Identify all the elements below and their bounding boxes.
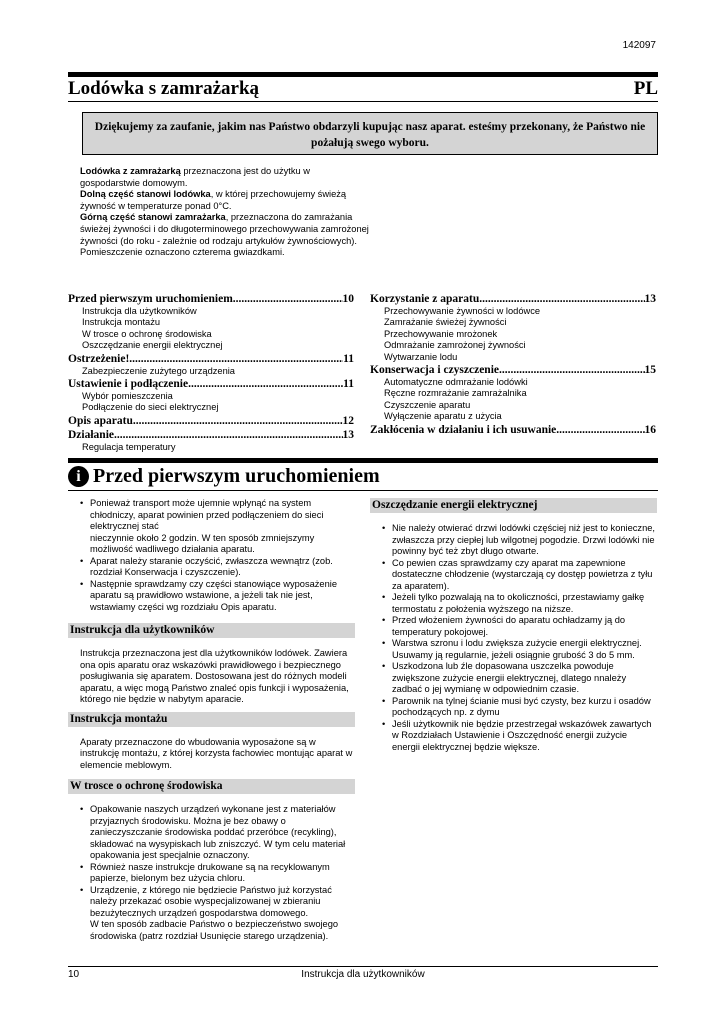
toc-entry-title: Przed pierwszym uruchomieniem [68,293,233,305]
section-title: Przed pierwszym uruchomieniem [93,465,380,487]
toc-entry [68,377,354,391]
toc-entry-page: 13 [342,428,354,441]
toc-subentry: W trosce o ochronę środowiska [82,328,212,339]
section-heading [68,458,658,491]
user-instructions-heading: Instrukcja dla użytkowników [68,623,355,638]
toc-entry-page: 16 [644,423,656,436]
environment-heading: W trosce o ochronę środowiska [68,779,355,794]
toc-subentry: Instrukcja montażu [82,317,161,328]
toc-subentry: Wytwarzanie lodu [384,351,458,362]
bullet-item: • Opakowanie naszych urządzeń wykonane jest z materiałów przyjaznych środowisku. Można je bez obawy o zanieczyszczanie środowiska poddać przeróbce (recykling), składować na wysypiskach lub zniszczyć. W tym celu materiał opakowania jest specjalnie oznaczony. [90,804,355,862]
toc-entry-page: 15 [644,364,656,377]
intro-paragraph [80,189,370,212]
energy-saving-bullets [370,523,657,753]
language-code: PL [633,78,658,99]
toc-entry-page: 12 [342,414,354,427]
toc-leader-dots [129,352,343,366]
bullet-item: • Przed włożeniem żywności do aparatu ochładzamy ją do temperatury pokojowej. [392,615,657,638]
user-instructions-text: Instrukcja przeznaczona jest dla użytkowników lodówek. Zawiera ona opis aparatu oraz wskazówki prawidłowego i bezpiecznego posługiwania się aparatem. Dostosowana jest do różnych modeli aparatu, a więc mogą Państwo znaleć opis funkcji i wyposażenia, którego nie będzie w nabytym aparacie. [80,648,349,704]
bullet-item: • Nie należy otwierać drzwi lodówki częściej niż jest to konieczne, zwłaszcza przy ciepłej lub wilgotnej pogodzie. Drzwi lodówki nie powinny być też zbyt długo otwarte. [392,523,657,558]
toc-subentry: Instrukcja dla użytkowników [82,306,197,316]
toc-subentry: Podłączenie do sieci elektrycznej [82,402,219,413]
title-bar [68,72,658,102]
toc-entry-page: 11 [343,378,354,391]
toc-subentry: Zabezpieczenie zużytego urządzenia [82,365,235,376]
toc-entry-title: Korzystanie z aparatu [370,293,480,305]
bullet-item: • Aparat należy staranie oczyścić, zwłaszcza wewnątrz (zob. rozdział Konserwacja i czyszczenie). [90,556,355,579]
bullet-item: • Co pewien czas sprawdzamy czy aparat ma zapewnione dostateczne chłodzenie (wystarczają cy dostęp powietrza z tyłu za aparatem). [392,558,657,593]
bullet-item: • Uszkodzona lub źle dopasowana uszczelka powoduje zwiększone zużycie energii elektrycznej, dlatego nnależy zadbać o jej wymianę w odpowiednim czasie. [392,661,657,696]
intro-text-run: , w której przechowujemy świeżą żywność w temperaturze ponad 0°C. [80,189,347,211]
toc-entry [68,414,354,428]
mounting-instructions-text: Aparaty przeznaczone do wbudowania wyposażone są w instrukcję montażu, z której korzysta fachowiec montując aparat w elemencie meblowym. [80,736,353,770]
toc-leader-dots [499,363,644,377]
intro-bold: Lodówka z zamrażarką [80,166,181,176]
bullet-item: • Parownik na tylnej ścianie musi być czysty, bez kurzu i osadów pochodzących np. z dymu [392,696,657,719]
toc-entry [370,423,656,437]
page-title: Lodówka s zamrażarką [68,78,260,99]
toc-entry-title: Zakłócenia w działaniu i ich usuwanie [370,423,557,436]
toc-entry-page: 11 [343,352,354,365]
toc-left-column [68,292,354,453]
toc-subentry: Wyłączenie aparatu z użycia [384,411,502,422]
bullet-item: • Jeżeli tylko pozwalają na to okoliczności, przestawiamy gałkę termostatu z położenia wyższego na niższe. [392,592,657,615]
intro-bold: Dolną część stanowi lodówka [80,189,211,200]
toc-leader-dots [479,292,644,306]
bullet-item: • Warstwa szronu i lodu zwiększa zużycie energii elektrycznej. Usuwamy ją regularnie, jeżeli osiągnie grubość 3 do 5 mm. [392,638,657,661]
intro-paragraph [80,166,370,189]
page-number: 10 [68,969,80,980]
thank-you-box: Dziękujemy za zaufanie, jakim nas Państwo obdarzyli kupując nasz aparat. esteśmy przekonany, że Państwo nie pożałują swego wyboru. [82,112,658,155]
toc-subentry: Regulacja temperatury [82,441,176,452]
toc-subentry: Oszczędzanie energii elektrycznej [82,340,223,351]
toc-subentry: Przechowywanie żywności w lodówce [384,306,541,316]
toc-subentry: Zamrażanie świeżej żywności [384,317,507,328]
footer-divider [68,966,658,967]
toc-entry [370,292,656,306]
toc-entry-page: 13 [644,293,656,305]
footer-title: Instrukcja dla użytkowników [301,969,425,980]
toc-subentry: Automatyczne odmrażanie lodówki [384,377,528,388]
energy-saving-heading: Oszczędzanie energii elektrycznej [370,498,657,513]
environment-bullets [68,804,355,942]
toc-leader-dots [133,414,343,428]
right-column [370,498,657,753]
toc-leader-dots [188,377,343,391]
bullet-item: • Ponieważ transport może ujemnie wpłynąć na system chłodniczy, aparat powinien przed podłączeniem do sieci elektrycznej stać nieczynnie około 2 godzin. W ten sposób zmniejszymy możliwość wadliwego działania aparatu. [90,498,355,556]
bullet-item: • Następnie sprawdzamy czy części stanowiące wyposażenie aparatu są prawidłowo wstawione, a jeżeli tak nie jest, wstawiamy części wg rozdziału Opis aparatu. [90,579,355,614]
intro-text [80,166,370,259]
toc-entry-title: Konserwacja i czyszczenie [370,364,500,377]
toc-subentry: Wybór pomieszczenia [82,391,173,402]
toc-leader-dots [556,423,644,437]
bullet-item: • Urządzenie, z którego nie będziecie Państwo już korzystać należy przekazać osobie wyspecjalizowanej w zbieraniu bezużytecznych urządzeń gospodarstwa domowego. W ten sposób zadbacie Państwo o bezpieczeństwo swojego środowiska (patrz rozdział Usunięcie starego urządzenia). [90,885,355,943]
toc-subentry: Ręczne rozmrażanie zamrażalnika [384,388,527,399]
toc-subentry: Odmrażanie zamrożonej żywności [384,340,526,351]
intro-text-run: , przeznaczona do zamrażania świeżej żywności i do długoterminowego przechowywania zamrożonej żywności (do roku - zależnie od rodzaju artykułów żywnościowych). Pomieszczenie oznaczono czterema gwiazdkami. [80,212,369,258]
toc-entry [68,428,354,442]
intro-paragraph [80,212,370,258]
toc-entry-title: Ustawienie i podłączenie [68,378,189,391]
toc-entry-title: Działanie [68,428,114,441]
intro-bold: Górną część stanowi zamrażarka [80,212,226,223]
left-column [68,498,355,942]
bullet-item: • Również nasze instrukcje drukowane są na recyklowanym papierze, bielonym bez użycia chloru. [90,862,355,885]
toc-entry [370,363,656,377]
document-number: 142097 [622,40,656,51]
info-icon: i [68,466,89,487]
toc-entry [68,352,354,366]
toc-subentry: Przechowywanie mrożonek [384,328,498,339]
toc-right-column [370,292,656,437]
toc-entry [68,292,354,306]
toc-entry-title: Opis aparatu [68,414,133,427]
mounting-instructions-heading: Instrukcja montażu [68,712,355,727]
transport-bullets [68,498,355,613]
toc-subentry: Czyszczenie aparatu [384,399,471,410]
intro-text-run: przeznaczona jest do użytku w gospodarstwie domowym. [80,166,310,188]
toc-leader-dots [114,428,343,442]
bullet-item: • Jeśli użytkownik nie będzie przestrzegał wskazówek zawartych w Rozdziałach Ustawienie i Oszczędność energii zużycie energii elektrycznej będzie większe. [392,719,657,754]
toc-entry-title: Ostrzeżenie! [68,352,130,365]
toc-leader-dots [233,292,343,306]
toc-entry-page: 10 [342,293,354,305]
